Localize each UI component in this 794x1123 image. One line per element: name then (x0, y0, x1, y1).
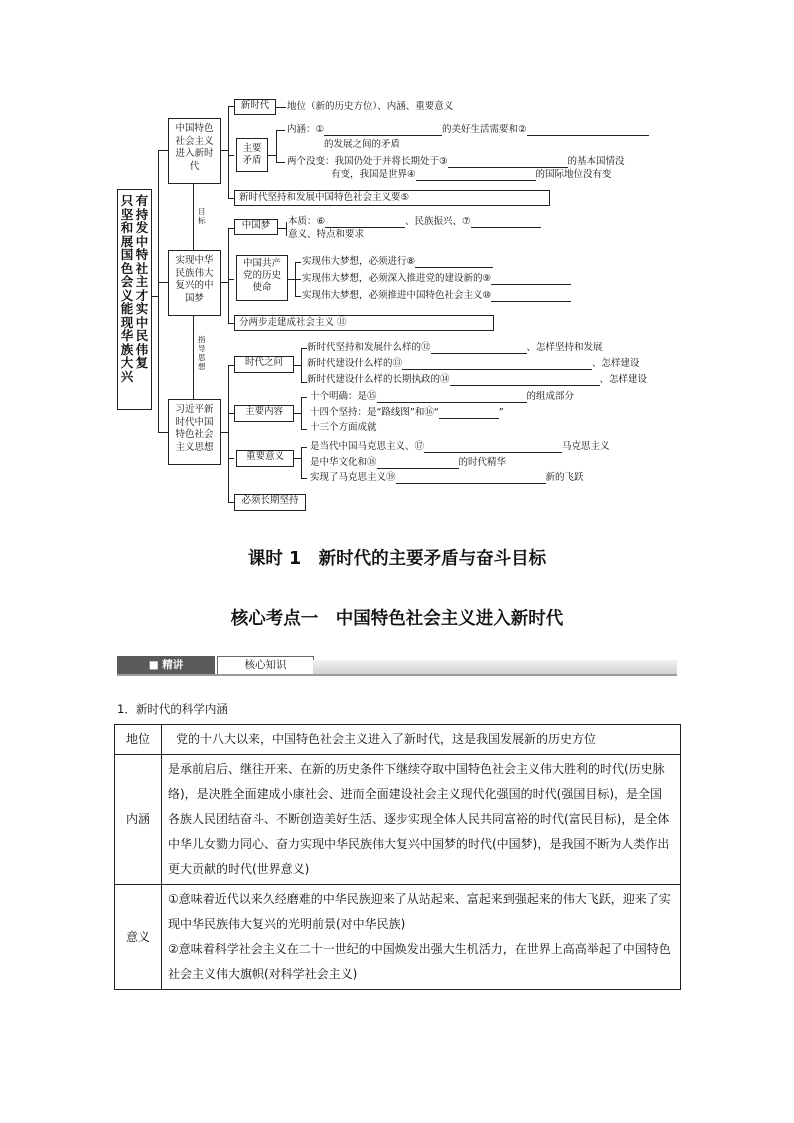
row-head: 内涵 (115, 755, 162, 885)
branch3-box (168, 399, 221, 465)
row-head: 地位 (115, 725, 162, 755)
new-era-text: 地位（新的历史方位）、内涵、重要意义 (287, 101, 454, 112)
branch2-title: 实现中华民族伟大复兴的中国梦 (175, 255, 214, 304)
contradiction-line2: 的发展之间的矛盾 (324, 139, 401, 150)
contradiction-label: 主要矛盾 (242, 143, 262, 166)
mission-line2: 实现伟大梦想，必须深入推进党的建设新的⑨ (302, 273, 571, 285)
banner-tab: 核心知识 (217, 656, 314, 675)
new-era-box (234, 99, 276, 115)
branch1-box (168, 118, 221, 184)
branch2-box (168, 250, 221, 316)
mission-line1: 实现伟大梦想，必须进行⑧ (302, 256, 493, 268)
branch3-title: 习近平新时代中国特色社会主义思想 (175, 404, 214, 453)
uphold-text: 新时代坚持和发展中国特色社会主义要⑤ (239, 192, 410, 203)
root-col1: 只坚和展国色会义能现华族大兴 (120, 193, 134, 384)
contradiction-line4: 有变，我国是世界④ 的国际地位没有变 (331, 169, 612, 180)
contradiction-line3: 两个没变：我国仍处于并将长期处于③ 的基本国情没 (287, 156, 625, 167)
row-text (162, 885, 681, 990)
questions-line2: 新时代建设什么样的⑬ 、怎样建设 (307, 358, 640, 369)
row-head: 意义 (115, 885, 162, 990)
guide-label: 指导思想 (198, 335, 206, 371)
persist-text: 必须长期坚持 (241, 495, 299, 506)
table-row (115, 755, 681, 885)
contradiction-box (236, 138, 268, 172)
two-steps-box (234, 315, 494, 331)
content-box (234, 405, 294, 422)
significance-line1: 是当代中国马克思主义、⑰ 马克思主义 (310, 441, 610, 452)
row-text: 党的十八大以来，中国特色社会主义进入了新时代，这是我国发展新的历史方位 (162, 725, 681, 755)
significance-line2: 是中华文化和⑱ 的时代精华 (310, 457, 507, 468)
root-col2: 有持发中特社主才实中民伟复 (135, 193, 149, 370)
mission-line3: 实现伟大梦想，必须推进中国特色社会主义⑩ (302, 290, 571, 302)
content-label: 主要内容 (244, 406, 283, 417)
section-banner (117, 656, 677, 676)
significance-1: ①意味着近代以来久经磨难的中华民族迎来了从站起来、富起来到强起来的伟大飞跃，迎来了实现中华民族伟大复兴的光明前景(对中华民族) (168, 892, 671, 931)
new-era-label: 新时代 (240, 100, 270, 111)
questions-box (234, 356, 294, 373)
row-text: 是承前启后、继往开来、在新的历史条件下继续夺取中国特色社会主义伟大胜利的时代(历史脉络)，是决胜全面建成小康社会、进而全面建设社会主义现代化强国的时代(强国目标)，是全国各族人民团结奋斗、不断创造美好生活、逐步实现全体人民共同富裕的时代(富民目标)，是全体中华儿女勠力同心、奋力实现中华民族伟大复兴中国梦的时代(中国梦)，是我国不断为人类作出更大贡献的时代(世界意义) (162, 755, 681, 885)
questions-label: 时代之问 (244, 357, 283, 368)
table-row (115, 725, 681, 755)
content-line2: 十四个坚持：是“路线图”和⑯“ ” (310, 407, 504, 418)
mission-box (236, 255, 288, 301)
questions-line3: 新时代建设什么样的长期执政的⑭ 、怎样建设 (307, 374, 648, 385)
uphold-box (234, 190, 550, 206)
content-line3: 十三个方面成就 (310, 422, 377, 433)
section1-heading: 1．新时代的科学内涵 (117, 702, 228, 716)
dream-box (234, 219, 278, 235)
lesson-title: 课时 1 新时代的主要矛盾与奋斗目标 (247, 549, 547, 569)
persist-box (234, 494, 306, 511)
core-point-title: 核心考点一 中国特色社会主义进入新时代 (230, 609, 564, 629)
dream-line1: 本质：⑥ 、民族振兴、⑦ (288, 216, 541, 228)
goal-label: 目标 (198, 207, 206, 225)
two-steps-text: 分两步走建成社会主义 ⑪ (239, 317, 347, 328)
content-line1: 十个明确：是⑮ 的组成部分 (310, 391, 575, 402)
significance-label: 重要意义 (245, 451, 284, 462)
dream-label: 中国梦 (241, 220, 271, 231)
branch1-title: 中国特色社会主义进入新时代 (175, 123, 214, 172)
questions-line1: 新时代坚持和发展什么样的⑫ 、怎样坚持和发展 (307, 342, 603, 353)
significance-box (236, 450, 294, 467)
significance-line3: 实现了马克思主义⑲ 新的飞跃 (310, 472, 584, 483)
dream-line2: 意义、特点和要求 (288, 229, 365, 240)
table-row (115, 885, 681, 990)
contradiction-line1: 内涵：① 的美好生活需要和② (287, 124, 649, 136)
banner-tag: ■ 精讲 (117, 656, 215, 674)
root-box (117, 189, 152, 410)
content-table (114, 724, 681, 990)
significance-2: ②意味着科学社会主义在二十一世纪的中国焕发出强大生机活力，在世界上高高举起了中国特色社会主义伟大旗帜(对科学社会主义) (168, 942, 671, 981)
mission-label: 中国共产党的历史使命 (242, 258, 281, 293)
